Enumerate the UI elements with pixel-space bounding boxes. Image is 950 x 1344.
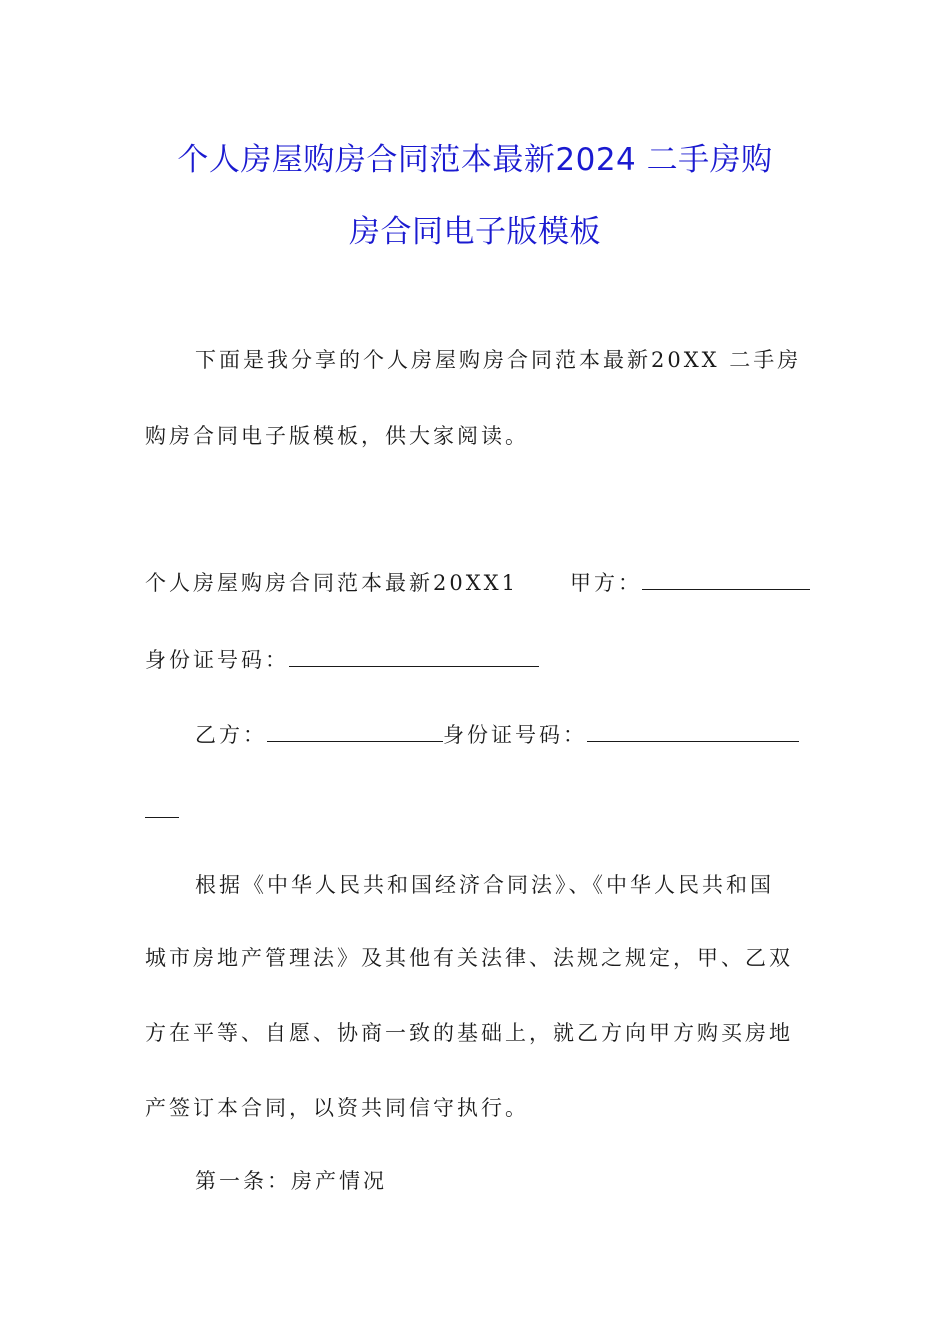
party-b-id-blank-continued [145, 817, 179, 818]
party-a-blank [642, 571, 810, 590]
party-b-row [195, 720, 810, 750]
article-1-heading: 第一条：房产情况 [195, 1169, 387, 1193]
body-line-4: 产签订本合同，以资共同信守执行。 [145, 1096, 529, 1120]
party-b-label: 乙方： [195, 723, 267, 747]
document-title-line-2: 房合同电子版模板 [349, 214, 601, 250]
intro-line-2: 购房合同电子版模板，供大家阅读。 [145, 424, 529, 448]
body-line-1: 根据《中华人民共和国经济合同法》、《中华人民共和国 [195, 873, 774, 897]
body-line-2: 城市房地产管理法》及其他有关法律、法规之规定，甲、乙双 [145, 946, 793, 970]
contract-heading: 个人房屋购房合同范本最新20XX1 [145, 571, 518, 595]
party-a-id-label: 身份证号码： [145, 648, 289, 672]
document-title-line-1: 个人房屋购房合同范本最新2024 二手房购 [177, 142, 773, 178]
party-b-blank [267, 723, 443, 742]
body-line-3: 方在平等、自愿、协商一致的基础上，就乙方向甲方购买房地 [145, 1021, 793, 1045]
party-b-id-blank [587, 723, 799, 742]
contract-heading-row [145, 568, 810, 598]
party-b-id-label: 身份证号码： [443, 723, 587, 747]
party-a-id-row [145, 645, 810, 675]
intro-line-1: 下面是我分享的个人房屋购房合同范本最新20XX 二手房 [195, 348, 802, 372]
party-a-label: 甲方： [569, 571, 642, 595]
party-a-id-blank [289, 648, 539, 667]
